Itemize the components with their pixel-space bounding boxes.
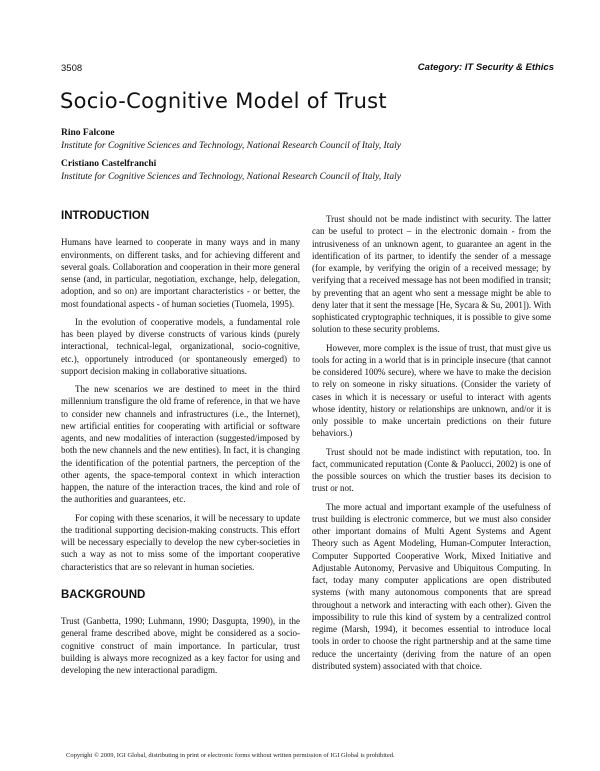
author-block	[61, 127, 401, 153]
author-affiliation: Institute for Cognitive Sciences and Technology, National Research Council of Italy, Italy	[61, 172, 401, 182]
author-name: Cristiano Castelfranchi	[61, 159, 157, 169]
category-label: Category: IT Security & Ethics	[417, 62, 554, 73]
page-number: 3508	[61, 63, 83, 74]
body-paragraph: The new scenarios we are destined to meet in the third millennium transfigure the old frame of reference, in that we have to consider new channels and infrastructures (i.e., the Internet), new artificial entities for cooperating with artificial or software agents, and new modalities of interaction (suggested/imposed by both the new channels and the new entities). In fact, it is changing the identification of the potential partners, the perception of the other agents, the space-temporal context in which interaction happen, the nature of the interaction traces, the kind and role of the authorities and guarantees, etc.	[61, 384, 300, 505]
body-paragraph: For coping with these scenarios, it will be necessary to update the traditional supporting decision-making constructs. This effort will be necessary especially to develop the new cyber-societies in such a way as not to miss some of the important cooperative characteristics that are so relevant in human societies.	[61, 512, 300, 572]
body-paragraph: Trust should not be made indistinct with security. The latter can be useful to protect – in the electronic domain - from the intrusiveness of an unknown agent, to guarantee an agent in the identification of its partner, to identify the sender of a message (for example, by verifying the origin of a received message; by verifying that a received message has not been modified in transit; by preventing that an agent who sent a message might be able to deny later that it sent the message [He, Sycara & Su, 2001]). With sophisticated cryptographic techniques, it is possible to give some solution to these security problems.	[312, 214, 551, 335]
copyright-footer: Copyright © 2009, IGI Global, distributing in print or electronic forms without written permission of IGI Global is prohibited.	[66, 752, 395, 759]
article-title: Socio-Cognitive Model of Trust	[60, 89, 387, 113]
introduction-heading: INTRODUCTION	[61, 210, 150, 222]
body-paragraph: Trust should not be made indistinct with reputation, too. In fact, communicated reputation (Conte & Paolucci, 2002) is one of the possible sources on which the trustier bases its decision to trust or not.	[312, 446, 551, 494]
background-heading: BACKGROUND	[61, 588, 146, 601]
body-paragraph: Humans have learned to cooperate in many ways and in many environments, on different tasks, and for achieving different and several goals. Collaboration and cooperation in their more general sense (and, in particular, negotiation, exchange, help, delegation, adoption, and so on) are important characteristics - or better, the most foundational aspects - of human societies (Tuomela, 1995).	[61, 237, 300, 309]
body-paragraph: In the evolution of cooperative models, a fundamental role has been played by diverse constructs of various kinds (purely interactional, technical-legal, organizational, socio-cognitive, etc.), opportunely introduced (or spontaneously emerged) to support decision making in collaborative situations.	[61, 316, 300, 376]
right-column	[312, 213, 551, 678]
body-paragraph: However, more complex is the issue of trust, that must give us tools for acting in a world that is in principle insecure (that cannot be considered 100% secure), where we have to make the decision to rely on someone in risky situations. (Consider the variety of cases in which it is necessary or useful to interact with agents whose identity, history or relationships are unknown, and/or it is only possible to make uncertain predictions on their future behaviors.)	[312, 342, 551, 439]
body-paragraph: Trust (Ganbetta, 1990; Luhmann, 1990; Dasgupta, 1990), in the general frame described above, might be considered as a socio-cognitive construct of main importance. In particular, trust building is always more recognized as a key factor for using and developing the new interactional paradigm.	[61, 616, 300, 675]
body-paragraph: The more actual and important example of the usefulness of trust building is electronic commerce, but we must also consider other important domains of Multi Agent Systems and Agent Theory such as Agent Modeling, Human-Computer Interaction, Computer Supported Cooperative Work, Mixed Initiative and Adjustable Autonomy, Pervasive and Ubiquitous Computing. In fact, today many computer applications are open distributed systems (with many autonomous components that are spread throughout a network and interacting with each other). Given the impossibility to rule this kind of system by a centralized control regime (Marsh, 1994), it becomes essential to introduce local tools in order to choose the right partnership and at the same time reduce the uncertainty (deriving from the nature of an open distributed system) associated with that choice.	[312, 501, 551, 671]
author-affiliation: Institute for Cognitive Sciences and Technology, National Research Council of Italy, Italy	[61, 141, 401, 151]
left-column	[61, 210, 300, 682]
author-block	[61, 158, 401, 184]
author-name: Rino Falcone	[61, 128, 115, 138]
